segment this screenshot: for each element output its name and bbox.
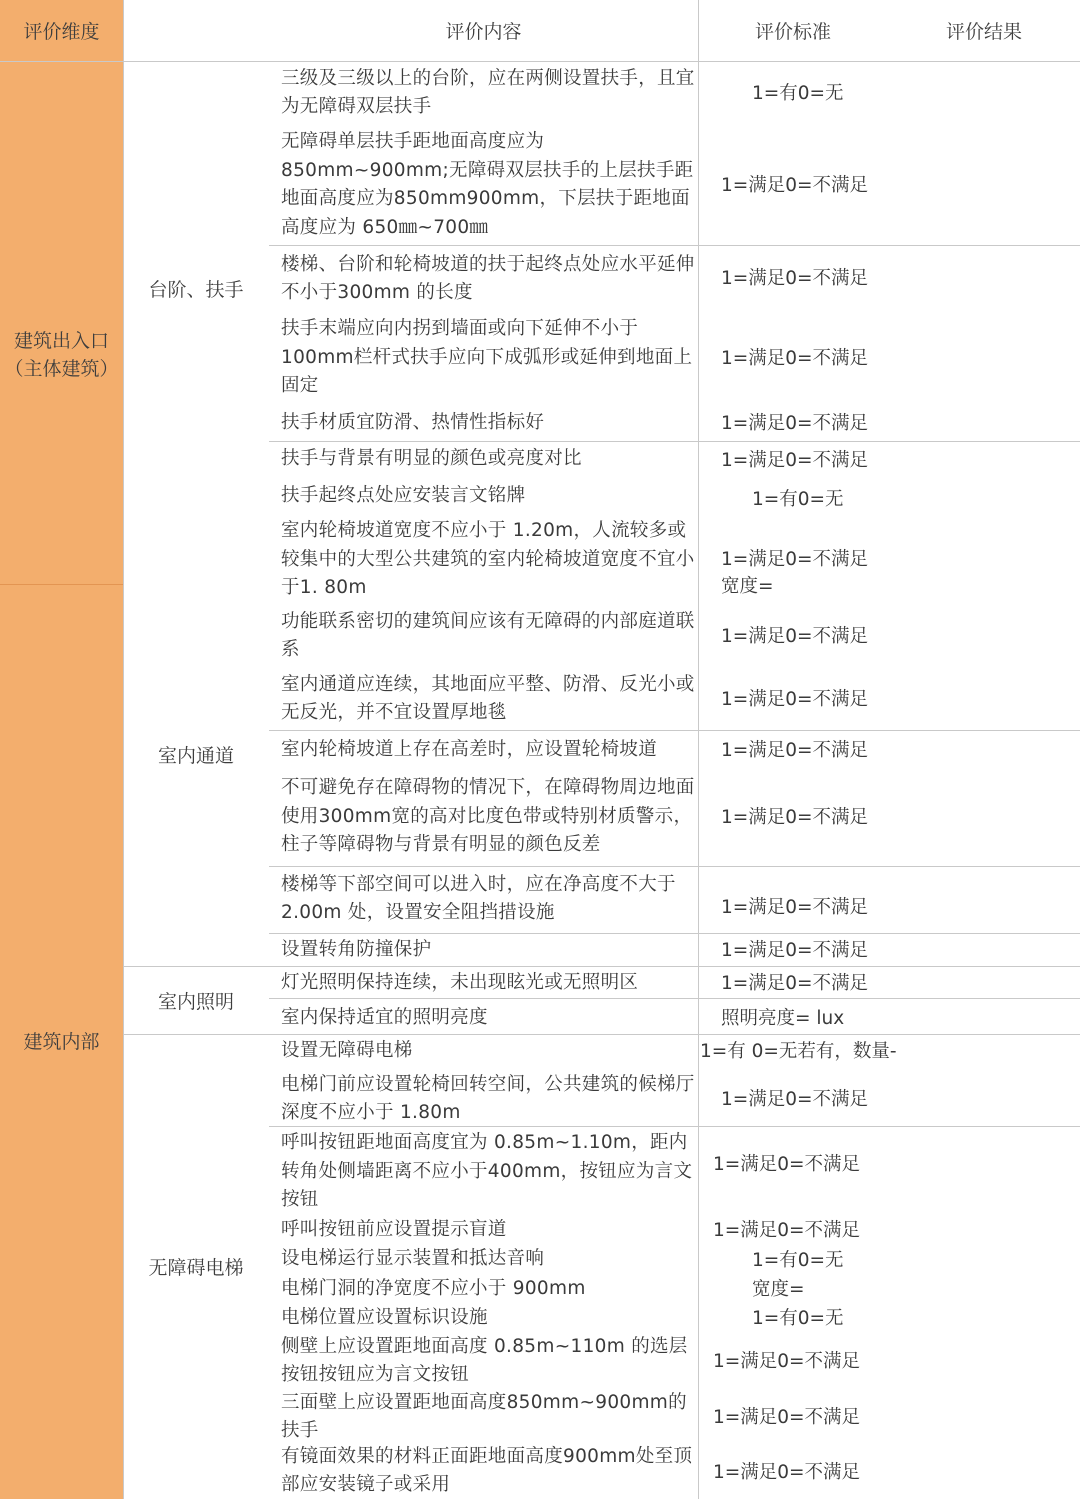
row-standard: 宽度= xyxy=(752,1278,805,1300)
subcategory-steps: 台阶、扶手 xyxy=(148,278,244,301)
row-standard: 1=满足0=不满足 xyxy=(713,1153,861,1175)
group-divider xyxy=(123,966,1080,967)
row-standard: 1=满足0=不满足 xyxy=(713,1461,861,1483)
row-standard: 1=满足0=不满足 xyxy=(713,1350,861,1372)
row-standard: 1=满足0=不满足 xyxy=(721,688,869,710)
row-content: 设电梯运行显示装置和抵达音响 xyxy=(281,1247,545,1269)
row-standard: 1=满足0=不满足 xyxy=(721,939,869,961)
row-content: 扶手起终点处应安装言文铭牌 xyxy=(281,484,526,506)
row-content: 三面壁上应设置距地面高度850mm~900mm的扶手 xyxy=(281,1391,687,1441)
row-standard: 1=满足0=不满足 xyxy=(721,972,869,994)
row-standard: 1=满足0=不满足 xyxy=(721,806,869,828)
dimension-divider xyxy=(0,584,123,585)
row-standard: 1=有0=无 xyxy=(752,1249,844,1271)
row-content: 侧壁上应设置距地面高度 0.85m~110m 的选层按钮按钮应为言文按钮 xyxy=(281,1335,688,1385)
row-content: 电梯门前应设置轮椅回转空间，公共建筑的候梯厅深度不应小于 1.80m xyxy=(281,1073,695,1123)
row-standard: 1=满足0=不满足 宽度= xyxy=(721,549,869,597)
row-standard: 1=有0=无 xyxy=(752,82,844,104)
dimension-column-background xyxy=(0,0,123,1499)
row-content: 电梯位置应设置标识设施 xyxy=(281,1306,488,1328)
row-content: 室内轮椅坡道宽度不应小于 1.20m，人流较多或较集中的大型公共建筑的室内轮椅坡道宽度不宜小于1. 80m xyxy=(281,520,695,599)
row-standard: 照明亮度= lux xyxy=(721,1007,845,1029)
row-standard: 1=满足0=不满足 xyxy=(721,625,869,647)
row-divider xyxy=(269,933,1080,934)
header-dimension: 评价维度 xyxy=(23,21,100,43)
subcategory-lighting: 室内照明 xyxy=(157,990,234,1013)
row-divider xyxy=(269,441,1080,442)
row-content: 室内保持适宜的照明亮度 xyxy=(281,1006,488,1028)
row-content: 室内轮椅坡道上存在高差时，应设置轮椅坡道 xyxy=(281,738,658,760)
row-standard: 1=满足0=不满足 xyxy=(721,174,869,196)
dimension-interior: 建筑内部 xyxy=(23,1031,100,1053)
row-standard: 1=满足0=不满足 xyxy=(721,1088,869,1110)
row-content: 呼叫按钮距地面高度宜为 0.85m~1.10m，距内转角处侧墙距离不应小于400mm，按钮应为言文按钮 xyxy=(281,1132,693,1211)
row-standard: 1=满足0=不满足 xyxy=(721,896,869,918)
header-divider xyxy=(0,61,1080,62)
row-content: 灯光照明保持连续，未出现眩光或无照明区 xyxy=(281,971,639,993)
row-standard: 1=满足0=不满足 xyxy=(721,449,869,471)
row-standard: 1=满足0=不满足 xyxy=(713,1406,861,1428)
row-content: 无障碍单层扶手距地面高度应为850mm~900mm;无障碍双层扶手的上层扶手距地面高度应为850mm900mm，下层扶于距地面高度应为 650㎜~700㎜ xyxy=(281,131,694,238)
row-content: 功能联系密切的建筑间应该有无障碍的内部庭道联系 xyxy=(281,610,695,660)
row-standard: 1=满足0=不满足 xyxy=(721,412,869,434)
row-standard: 1=满足0=不满足 xyxy=(721,347,869,369)
row-content: 楼梯、台阶和轮椅坡道的扶于起终点处应水平延伸不小于300mm 的长度 xyxy=(281,253,695,303)
row-standard: 1=满足0=不满足 xyxy=(721,739,869,761)
row-content: 楼梯等下部空间可以进入时，应在净高度不大于2.00m 处，设置安全阻挡措设施 xyxy=(281,873,676,923)
row-standard: 1=满足0=不满足 xyxy=(721,267,869,289)
row-standard: 1=有 0=无若有，数量- xyxy=(700,1040,897,1062)
row-content: 三级及三级以上的台阶，应在两侧设置扶手，且宜为无障碍双层扶手 xyxy=(281,67,695,117)
subcategory-elevator: 无障碍电梯 xyxy=(148,1256,244,1279)
row-standard: 1=有0=无 xyxy=(752,1307,844,1329)
dimension-entrance: 建筑出入口 （主体建筑） xyxy=(4,330,119,380)
row-divider xyxy=(269,730,1080,731)
header-result: 评价结果 xyxy=(945,21,1022,43)
row-divider xyxy=(269,998,1080,999)
row-content: 不可避免存在障碍物的情况下，在障碍物周边地面使用300mm宽的高对比度色带或特别材质警示，柱子等障碍物与背景有明显的颜色反差 xyxy=(281,777,695,856)
row-content: 有镜面效果的材料正面距地面高度900mm处至顶部应安装镜子或采用 xyxy=(281,1445,693,1495)
row-standard: 1=有0=无 xyxy=(752,488,844,510)
row-content: 电梯门洞的净宽度不应小于 900mm xyxy=(281,1277,586,1299)
header-standard: 评价标准 xyxy=(754,21,831,43)
row-content: 扶手与背景有明显的颜色或亮度对比 xyxy=(281,447,582,469)
row-content: 扶手材质宜防滑、热情性指标好 xyxy=(281,411,545,433)
row-divider xyxy=(269,866,1080,867)
row-divider xyxy=(269,245,1080,246)
subcategory-passage: 室内通道 xyxy=(157,744,234,767)
row-content: 设置无障碍电梯 xyxy=(281,1039,413,1061)
row-content: 设置转角防撞保护 xyxy=(281,938,432,960)
row-content: 扶手末端应向内拐到墙面或向下延伸不小于100mm栏杆式扶手应向下成弧形或延伸到地面上固定 xyxy=(281,318,693,397)
group-divider xyxy=(123,1034,1080,1035)
row-standard: 1=满足0=不满足 xyxy=(713,1219,861,1241)
row-content: 室内通道应连续，其地面应平整、防滑、反光小或无反光，并不宜设置厚地毯 xyxy=(281,673,695,723)
header-content: 评价内容 xyxy=(445,21,522,43)
row-content: 呼叫按钮前应设置提示盲道 xyxy=(281,1218,507,1240)
